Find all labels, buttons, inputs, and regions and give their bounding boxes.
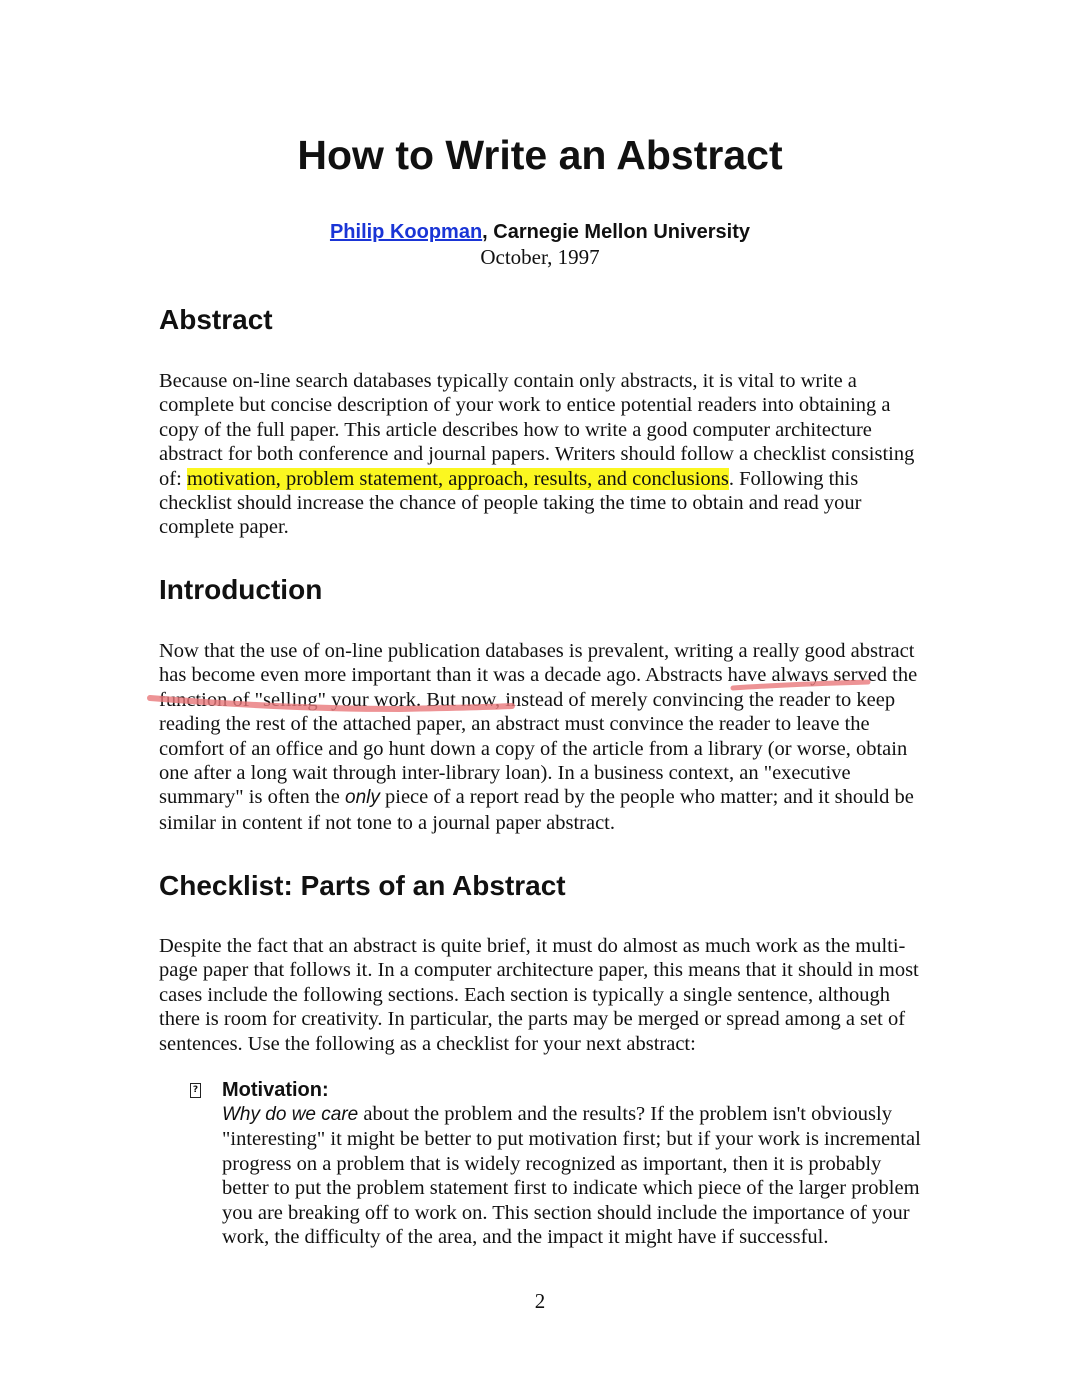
introduction-emphasis: only [345,787,380,809]
publication-date: October, 1997 [480,245,600,269]
motivation-paragraph [222,1102,932,1249]
document-title: How to Write an Abstract [297,132,783,178]
author-link[interactable]: Philip Koopman [329,221,483,243]
checklist-heading: Checklist: Parts of an Abstract [159,870,566,901]
abstract-text-after: . Following this checklist should increase the chance of people taking the time to obtain and read your complete paper. [159,467,862,539]
checklist-paragraph: Despite the fact that an abstract is quite brief, it must do almost as much work as the multi-page paper that follows it. In a computer architecture paper, this means that it should in most cases include the following sections. Each section is typically a single sentence, although there is room for creativity. In particular, the parts may be merged or spread among a set of sentences. Use the following as a checklist for your next abstract: [159,935,919,1055]
introduction-text-2: piece of a report read by the people who matter; and it should be similar in content if not tone to a journal paper abstract. [159,786,914,834]
abstract-heading: Abstract [159,304,273,335]
abstract-text-before: Because on-line search databases typically contain only abstracts, it is vital to write a complete but concise description of your work to entice potential readers into obtaining a copy of the full paper. This article describes how to write a good computer architecture abstract for both conference and journal papers. Writers should follow a checklist consisting of: [159,370,915,490]
introduction-paragraph [159,639,929,835]
motivation-lead: Why do we care [222,1104,359,1125]
motivation-heading: Motivation: [222,1079,329,1101]
author-affiliation: , Carnegie Mellon University [482,221,751,243]
abstract-highlight: motivation, problem statement, approach, results, and conclusions [186,467,729,490]
motivation-text: about the problem and the results? If the problem isn't obviously "interesting" it might be better to put motivation first; but if your work is incremental progress on a problem that is widely recognized as important, then it is probably better to put the problem statement first to indicate which piece of the larger problem you are breaking off to work on. This section should include the importance of your work, the difficulty of the area, and the impact it might have if successful. [222,1103,921,1249]
introduction-heading: Introduction [159,574,323,605]
byline [0,220,1080,244]
introduction-text-1: Now that the use of on-line publication databases is prevalent, writing a really good abstract has become even more important than it was a decade ago. Abstracts have always served the function of "selling" your work. But now, instead of merely convincing the reader to keep reading the rest of the attached paper, an abstract must convince the reader to leave the comfort of an office and go hunt down a copy of the article from a library (or worse, obtain one after a long wait through inter-library loan). In a business context, an "executive summary" is often the [159,640,918,809]
bullet-box-icon: ? [190,1083,201,1098]
abstract-paragraph [159,369,929,540]
page-number: 2 [534,1289,546,1313]
